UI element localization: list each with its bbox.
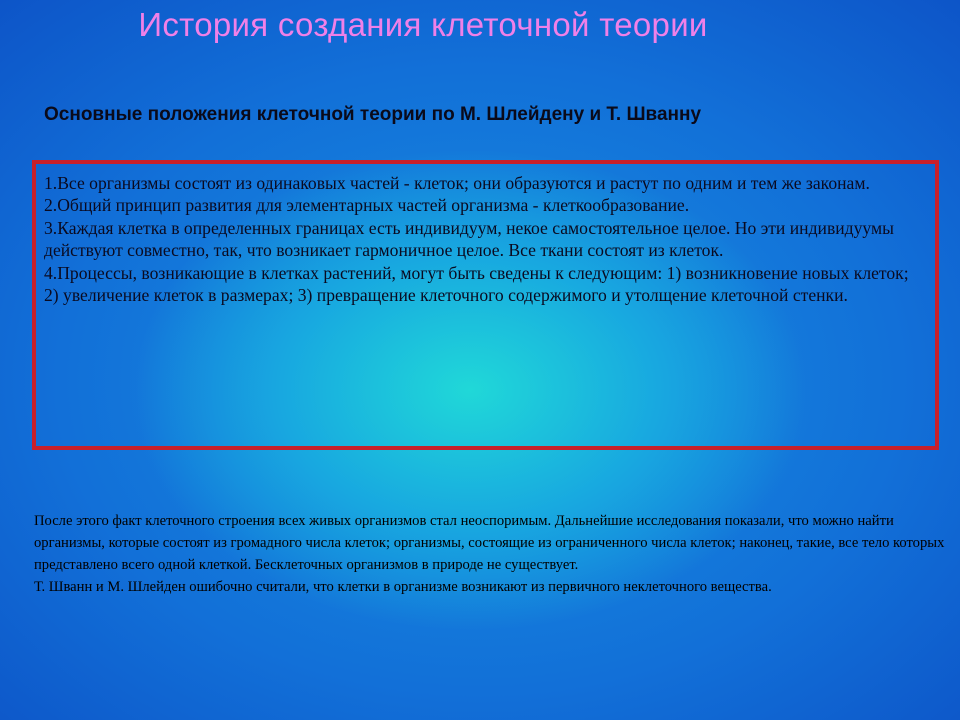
postulates-list	[44, 172, 924, 306]
postulate-item: 1.Все организмы состоят из одинаковых частей - клеток; они образуются и растут по одним и тем же законам.	[44, 173, 870, 193]
postulate-item: 2.Общий принцип развития для элементарных частей организма - клеткообразование.	[44, 195, 690, 216]
postulate-item: 3.Каждая клетка в определенных границах есть индивидуум, некое самостоятельное целое. Но эти индивидуумы действуют совместно, так, что возникает гармоничное целое. Все ткани состоят из клеток.	[44, 217, 894, 261]
slide-title: История создания клеточной теории	[138, 6, 708, 43]
slide-subtitle: Основные положения клеточной теории по М. Шлейдену и Т. Шванну	[44, 104, 702, 125]
postulate-item: 4.Процессы, возникающие в клетках растений, могут быть сведены к следующим: 1) возникновение новых клеток; 2) увеличение клеток в размерах; 3) превращение клеточного содержимого и утолщение клеточной стенки.	[44, 262, 909, 306]
notes-block	[34, 510, 946, 598]
note-paragraph: После этого факт клеточного строения всех живых организмов стал неоспоримым. Дальнейшие исследования показали, что можно найти организмы, которые состоят из громадного числа клеток; организмы, состоящие из ограниченного числа клеток; наконец, такие, все тело которых представлено всего одной клеткой. Бесклеточных организмов в природе не существует.	[34, 513, 945, 573]
note-paragraph: Т. Шванн и М. Шлейден ошибочно считали, что клетки в организме возникают из первичного неклеточного вещества.	[34, 579, 772, 595]
